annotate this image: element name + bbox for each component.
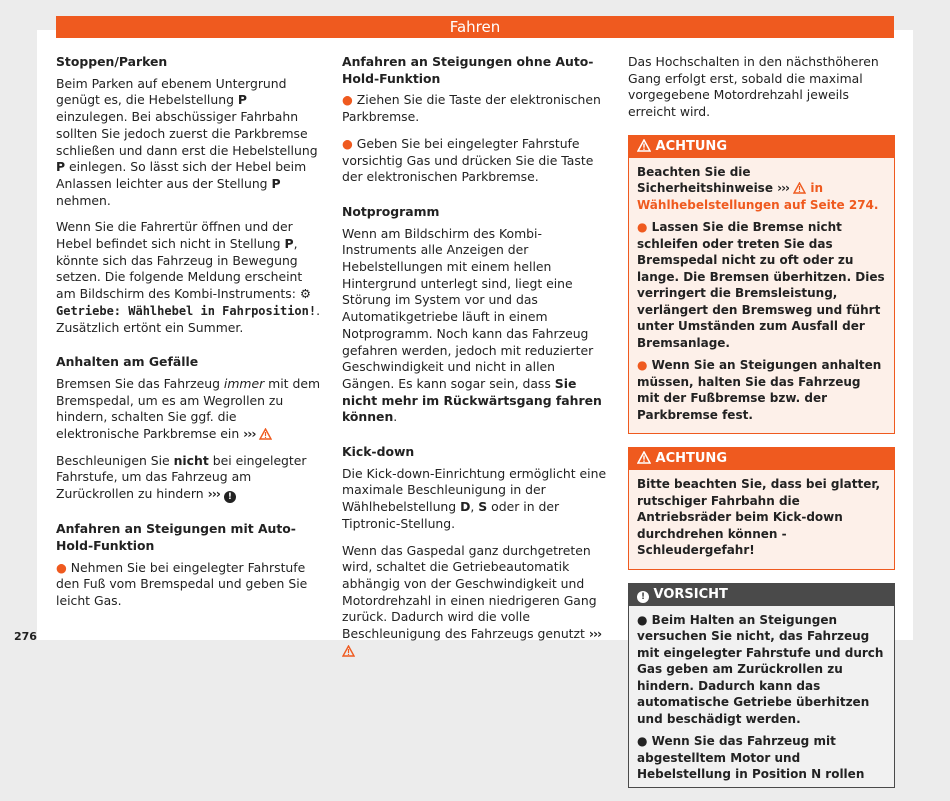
- page-number: 276: [14, 630, 37, 643]
- warning-text: Bitte beachten Sie, dass bei glatter, rutschiger Fahrbahn die Antriebsräder beim Kick-down durchdrehen können - Schleudergefahr!: [637, 477, 881, 558]
- heading-stoppen-parken: Stoppen/Parken: [56, 54, 168, 69]
- section-header: Fahren: [56, 16, 894, 38]
- bullet-icon: ●: [342, 135, 353, 151]
- list-item: ● Geben Sie bei eingelegter Fahrstufe vorsichtig Gas und drücken Sie die Taste der elektronischen Parkbremse.: [342, 135, 594, 185]
- list-item: ● Nehmen Sie bei eingelegter Fahrstufe den Fuß vom Bremspedal und geben Sie leicht Gas.: [56, 559, 308, 608]
- heading-kick-down: Kick-down: [342, 444, 415, 460]
- gear-warning-icon: ⚙: [299, 286, 311, 302]
- warning-box-body: [629, 470, 894, 569]
- cross-reference-arrow-icon[interactable]: ›››: [243, 426, 256, 442]
- paragraph-hochschalten: Das Hochschalten in den nächsthöheren Gang erfolgt erst, sobald die maximal vorgegebene Motordrehzahl jeweils erreicht wird.: [628, 54, 879, 120]
- caution-exclamation-icon: !: [637, 591, 649, 603]
- bullet-icon: ●: [637, 358, 648, 373]
- list-item: ● Lassen Sie die Bremse nicht schleifen oder treten Sie das Bremspedal nicht zu oft oder zu lange. Die Bremsen überhitzen. Dies verringert die Bremsleistung, verlängert den Bremsweg und führt unter Umständen zum Ausfall der Bremsanlage.: [637, 220, 885, 350]
- caution-box-header: ! VORSICHT: [629, 584, 894, 606]
- column-3: [628, 54, 895, 801]
- heading-auto-hold: Anfahren an Steigungen mit Auto-Hold-Funktion: [56, 521, 296, 553]
- page-link[interactable]: in Wählhebelstellungen auf Seite 274.: [637, 181, 879, 212]
- list-item: ● Wenn Sie das Fahrzeug mit abgestelltem Motor und Hebelstellung in Position N rollen: [637, 734, 865, 782]
- warning-box-header: ACHTUNG: [629, 136, 894, 158]
- column-2: [342, 54, 608, 670]
- column-1: [56, 54, 322, 620]
- heading-ohne-auto-hold: Anfahren an Steigungen ohne Auto-Hold-Funktion: [342, 54, 594, 86]
- paragraph-kick-down: Die Kick-down-Einrichtung ermöglicht eine maximale Beschleunigung in der Wählhebelstellung D, S oder in der Tiptronic-Stellung.: [342, 465, 607, 531]
- heading-anhalten-gefaelle: Anhalten am Gefälle: [56, 354, 199, 370]
- caution-box-body: [629, 606, 894, 787]
- paragraph-gaspedal: Wenn das Gaspedal ganz durchgetreten wird, schaltet die Getriebeautomatik abhängig von der Geschwindigkeit und Motordrehzahl in einen niedrigeren Gang zurück. Dadurch wird die volle Beschleunigung des Fahrzeugs genutzt ›››: [342, 543, 608, 660]
- bullet-icon: ●: [637, 220, 648, 235]
- heading-notprogramm: Notprogramm: [342, 203, 440, 219]
- display-message: Getriebe: Wählhebel in Fahrposition!: [56, 303, 317, 318]
- list-item: ● Beim Halten an Steigungen versuchen Sie nicht, das Fahrzeug mit eingelegter Fahrstufe und durch Gas geben am Zurückrollen zu hindern. Dadurch kann das automatische Getriebe überhitzen und beschädigt werden.: [637, 612, 884, 726]
- caution-box: [628, 583, 895, 788]
- list-ohne-auto-hold: [342, 92, 608, 186]
- bullet-icon: ●: [637, 612, 648, 627]
- warning-triangle-icon: [793, 182, 806, 194]
- paragraph-fahrertuer: Wenn Sie die Fahrertür öffnen und der Hebel befindet sich nicht in Stellung P, könnte sich das Fahrzeug in Bewegung setzen. Die folgende Meldung erscheint am Bildschirm des Kombi-Instruments: ⚙ Getriebe: Wählhebel in Fahrposition!. Zusätzlich ertönt ein Summer.: [56, 219, 321, 335]
- paragraph-bremsen: Bremsen Sie das Fahrzeug immer mit dem Bremspedal, um es am Wegrollen zu hindern, schalten Sie ggf. die elektronische Parkbremse ein ›››: [56, 375, 321, 442]
- warning-triangle-icon: [259, 428, 272, 440]
- cross-reference-arrow-icon[interactable]: ›››: [207, 486, 220, 502]
- cross-reference-arrow-icon[interactable]: ›››: [588, 626, 602, 642]
- warning-box-body: [629, 158, 894, 434]
- warning-triangle-icon: [342, 645, 355, 657]
- paragraph-notprogramm: Wenn am Bildschirm des Kombi-Instruments alle Anzeigen der Hebelstellungen mit einem hellen Hintergrund unterlegt sind, liegt eine Störung im System vor und das Automatikgetriebe läuft in einem Notprogramm. Noch kann das Fahrzeug gefahren werden, jedoch mit reduzierter Geschwindigkeit und nicht in allen Gängen. Es kann sogar sein, dass Sie nicht mehr im Rückwärtsgang fahren können.: [342, 225, 602, 425]
- caution-list: [637, 612, 886, 783]
- warning-intro: Beachten Sie die Sicherheitshinweise ››› in Wählhebelstellungen auf Seite 274.: [637, 164, 879, 212]
- paragraph-beschleunigen: Beschleunigen Sie nicht bei eingelegter Fahrstufe, um das Fahrzeug am Zurückrollen zu hindern ››› !: [56, 452, 307, 503]
- warning-box-2: [628, 447, 895, 570]
- warning-box-1: [628, 135, 895, 435]
- bullet-icon: ●: [342, 92, 353, 108]
- warning-list: [637, 219, 886, 423]
- warning-triangle-icon: [637, 451, 651, 464]
- warning-box-header: ACHTUNG: [629, 448, 894, 470]
- list-item: ● Wenn Sie an Steigungen anhalten müssen, halten Sie das Fahrzeug mit der Fußbremse bzw. der Parkbremse fest.: [637, 358, 882, 422]
- caution-exclamation-icon: !: [224, 491, 236, 503]
- list-item: ● Ziehen Sie die Taste der elektronischen Parkbremse.: [342, 92, 601, 125]
- bullet-icon: ●: [637, 734, 648, 749]
- cross-reference-arrow-icon[interactable]: ›››: [777, 181, 789, 196]
- paragraph-parken: Beim Parken auf ebenem Untergrund genügt es, die Hebelstellung P einzulegen. Bei abschüssiger Fahrbahn sollten Sie jedoch zuerst die Parkbremse schließen und dann erst die Hebelstellung P einlegen. So lässt sich der Hebel beim Anlassen leichter aus der Stellung P nehmen.: [56, 75, 318, 208]
- bullet-icon: ●: [56, 559, 67, 575]
- list-auto-hold: [56, 560, 322, 610]
- warning-triangle-icon: [637, 139, 651, 152]
